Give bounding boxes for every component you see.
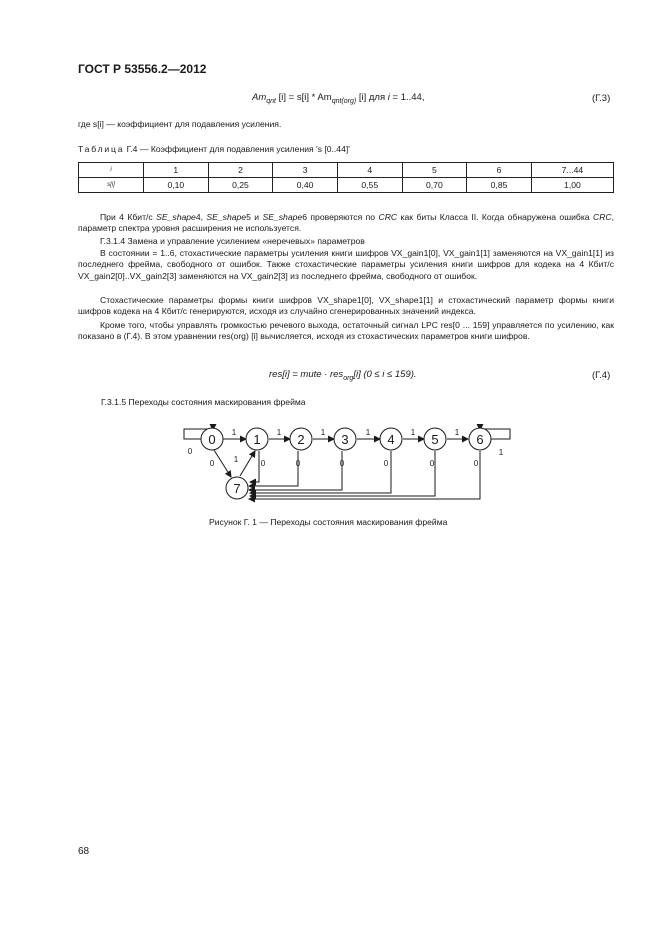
eq-g3-part-a: Am — [252, 92, 267, 103]
transition-label: 0 — [383, 459, 389, 468]
state-label: 6 — [476, 432, 484, 447]
table-cell: s[i] — [79, 178, 144, 193]
eq-g3-sub-a: qnt — [266, 97, 276, 105]
arrow-3-7 — [249, 451, 342, 490]
transition-label: 1 — [233, 455, 239, 464]
equation-g3-number: (Г.3) — [592, 93, 611, 104]
transition-label: 0 — [473, 459, 479, 468]
transition-label: 1 — [276, 428, 282, 437]
arrow-6-7 — [249, 451, 480, 499]
page-number: 68 — [78, 846, 90, 857]
figure-caption: Рисунок Г. 1 — Переходы состояния маскирования фрейма — [209, 517, 448, 527]
p1-term: SE_shape — [206, 212, 247, 222]
table-header-cell: 1 — [144, 163, 209, 178]
table-cell: 1,00 — [531, 178, 613, 193]
state-label: 1 — [253, 432, 261, 447]
p1-text: как биты Класса II. Когда обнаружена ошибка — [397, 212, 593, 222]
paragraph-lpc-residual: Кроме того, чтобы управлять громкостью речевого выхода, остаточный сигнал LPC res[0 ... 159] управляется по усилению, как показано в (Г.4). В этом уравнении res(org) [i] вычисляется, исходя из стохастических параметров книги шифров. — [78, 320, 614, 342]
where-text: где s[i] — коэффициент для подавления усиления. — [78, 119, 282, 129]
p1-text: 5 и — [246, 212, 263, 222]
transition-label: 0 — [260, 459, 266, 468]
p1-text: 4, — [195, 212, 207, 222]
table-header-cell: 6 — [467, 163, 532, 178]
table-header-cell: i — [79, 163, 144, 178]
transition-label: 1 — [231, 428, 237, 437]
transition-label: 1 — [498, 448, 504, 457]
table-cell: 0,10 — [144, 178, 209, 193]
p1-text: При 4 Кбит/с — [100, 212, 157, 222]
table-cell: 0,25 — [208, 178, 273, 193]
state-label: 5 — [431, 432, 439, 447]
table-header-cell: 3 — [273, 163, 338, 178]
page-header: ГОСТ Р 53556.2—2012 — [78, 62, 207, 76]
p1-term: CRC — [378, 212, 398, 222]
paragraph-shape-params: Стохастические параметры формы книги шифров VX_shape1[0], VX_shape1[1] и стохастический параметр формы книги шифров кодека на 4 Кбит/с генерируются, исходя из случайно сгенерированных значений индекса. — [78, 295, 614, 317]
table-header-cell: 5 — [402, 163, 467, 178]
eq-g3-part-b: [i] = s[i] * Am — [275, 92, 332, 103]
transition-label: 0 — [429, 459, 435, 468]
heading-g315: Г.3.1.5 Переходы состояния маскирования фрейма — [101, 397, 306, 407]
p1-term: CRC — [592, 212, 612, 222]
transition-label: 1 — [454, 428, 460, 437]
p1-text: , параметр спектра уровня расширения не используется. — [78, 212, 614, 234]
table-header-cell: 4 — [337, 163, 402, 178]
p1-term: SE_shape — [156, 212, 196, 222]
arrow-0-7 — [214, 450, 231, 477]
table-cell: 0,85 — [467, 178, 532, 193]
transition-label: 1 — [365, 428, 371, 437]
state-label: 0 — [208, 432, 216, 447]
state-label: 2 — [297, 432, 305, 447]
table-header-cell: 7...44 — [531, 163, 613, 178]
eq-g4-part-b: [i] (0 ≤ i ≤ 159). — [353, 369, 417, 380]
eq-g3-sub-b: qnt(org) — [331, 97, 357, 105]
arrow-1-7 — [250, 451, 259, 482]
state-label: 4 — [387, 432, 395, 447]
table-caption-rest: Г.4 — Коэффициент для подавления усиления 's [0..44]' — [124, 144, 350, 154]
table-header-cell: 2 — [208, 163, 273, 178]
arrow-4-7 — [250, 451, 391, 493]
table-caption-prefix: Таблица — [78, 144, 125, 154]
table-cell: 0,70 — [402, 178, 467, 193]
paragraph-gain-replacement: В состоянии = 1..6, стохастические параметры усиления книги шифров VX_gain1[0], VX_gain1[1] заменяются на VX_gain1[1] из последнего фрейма, свободного от ошибок. Также стохастические параметры усиления книги шифров для кодека на 4 Кбит/с VX_gain2[0]..VX_gain2[3] заменяются на VX_gain2[3] из последнего фрейма, свободного от ошибок. — [78, 248, 614, 281]
eq-g3-part-c: [i] для — [356, 92, 388, 103]
state-label: 7 — [233, 481, 241, 496]
arrow-7-1 — [240, 451, 255, 476]
eq-g4-sub-a: org — [343, 374, 354, 382]
transition-label: 1 — [410, 428, 416, 437]
transition-label: 0 — [187, 447, 193, 456]
transition-label: 1 — [320, 428, 326, 437]
eq-g3-part-d: i — [387, 92, 390, 103]
arrow-2-7 — [249, 451, 298, 486]
transition-label: 0 — [339, 459, 345, 468]
state-label: 3 — [341, 432, 349, 447]
eq-g4-part-a: res[i] = mute · res — [269, 369, 344, 380]
equation-g4-number: (Г.4) — [592, 370, 611, 381]
p1-term: SE_shape — [262, 212, 303, 222]
eq-g3-part-e: = 1..44, — [389, 92, 425, 103]
heading-g314: Г.3.1.4 Замена и управление усилением «неречевых» параметров — [100, 236, 365, 246]
transition-label: 0 — [209, 459, 215, 468]
transition-label: 0 — [295, 459, 301, 468]
table-cell: 0,40 — [273, 178, 338, 193]
p1-text: 6 проверяются по — [302, 212, 379, 222]
table-cell: 0,55 — [337, 178, 402, 193]
